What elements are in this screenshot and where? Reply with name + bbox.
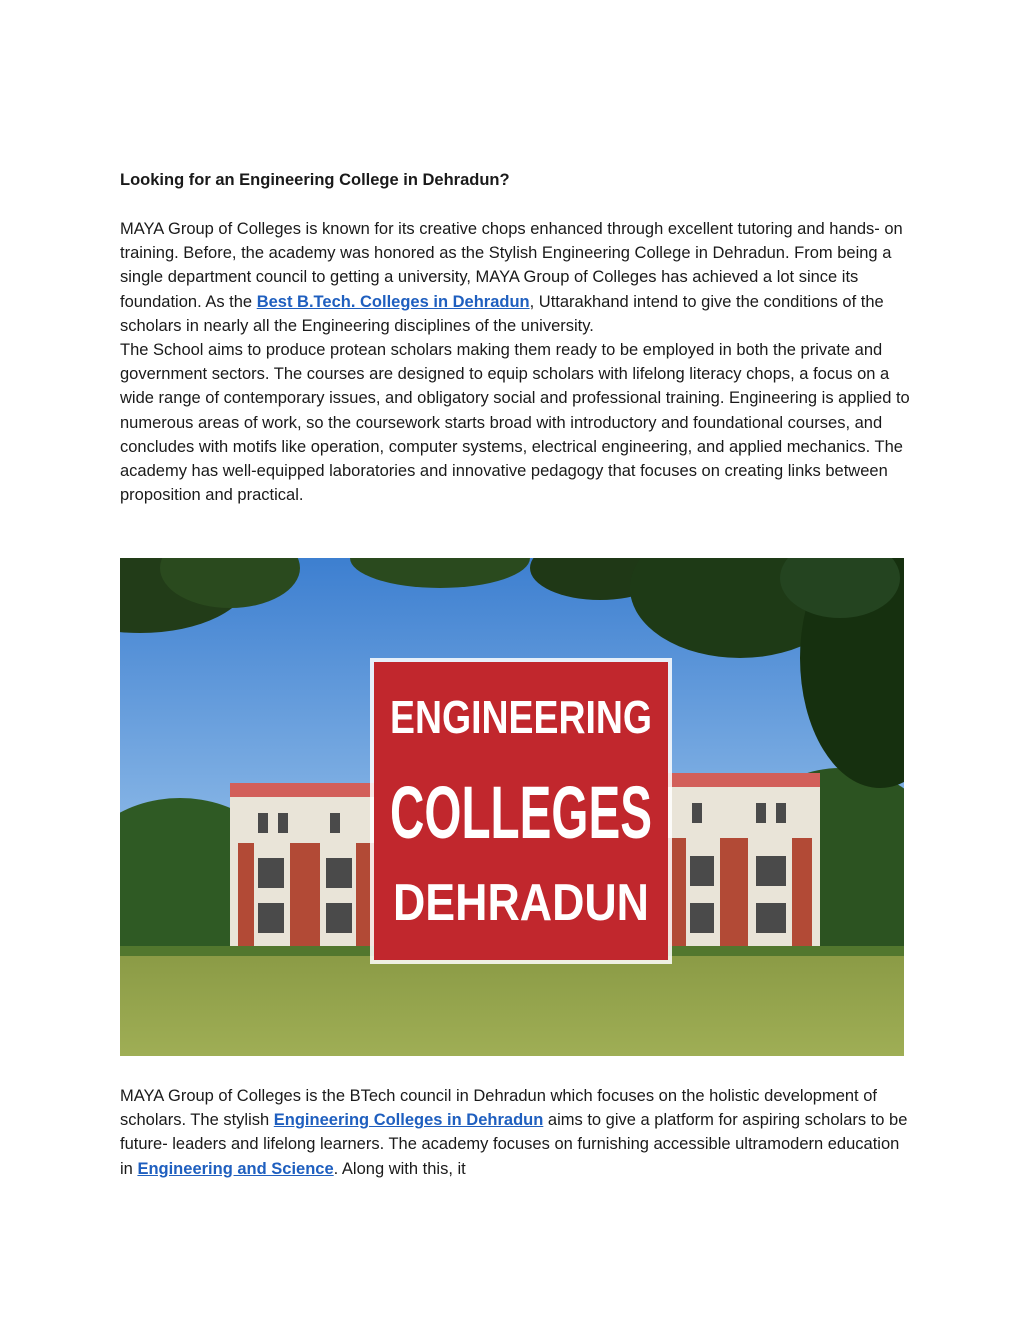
page-title: Looking for an Engineering College in Dehradun? [120, 171, 510, 189]
intro-text-continued: , Uttarakhand intend to give the conditions of the scholars in nearly all the Engineering disciplines of the university. [120, 292, 884, 335]
engineering-and-science-link[interactable]: Engineering and Science [137, 1159, 334, 1178]
intro-text: MAYA Group of Colleges is known for its creative chops enhanced through excellent tutoring and hands- on training. Before, the academy was honored as the Stylish Engineering College in Dehradun. From being a single department council to getting a university, MAYA Group of Colleges has achieved a lot since its foundation. As the [120, 220, 903, 311]
best-btech-colleges-link[interactable]: Best B.Tech. Colleges in Dehradun [256, 292, 530, 311]
hero-image [120, 558, 904, 1056]
holistic-development-paragraph [120, 1084, 910, 1181]
banner-line-colleges: COLLEGES [390, 771, 652, 854]
intro-paragraph [120, 217, 910, 507]
engineering-colleges-link[interactable]: Engineering Colleges in Dehradun [273, 1111, 544, 1130]
banner-line-engineering: ENGINEERING [390, 691, 652, 743]
holistic-text-continued: aims to give a platform for aspiring scholars to be future- leaders and lifelong learners. The academy focuses on furnishing accessible ultramodern education in [120, 1111, 908, 1178]
banner-line-dehradun: DEHRADUN [393, 874, 649, 932]
school-aims-paragraph: The School aims to produce protean scholars making them ready to be employed in both the private and government sectors. The courses are designed to equip scholars with lifelong literacy chops, a focus on a wide range of contemporary issues, and obligatory social and professional training. Engineering is applied to numerous areas of work, so the coursework starts broad with introductory and foundational courses, and concludes with motifs like operation, computer systems, electrical engineering, and applied mechanics. The academy has well-equipped laboratories and innovative pedagogy that focuses on creating links between proposition and practical. [120, 341, 910, 505]
holistic-text: MAYA Group of Colleges is the BTech council in Dehradun which focuses on the holistic development of scholars. The stylish [120, 1087, 877, 1130]
holistic-text-end: . Along with this, it [333, 1159, 466, 1178]
